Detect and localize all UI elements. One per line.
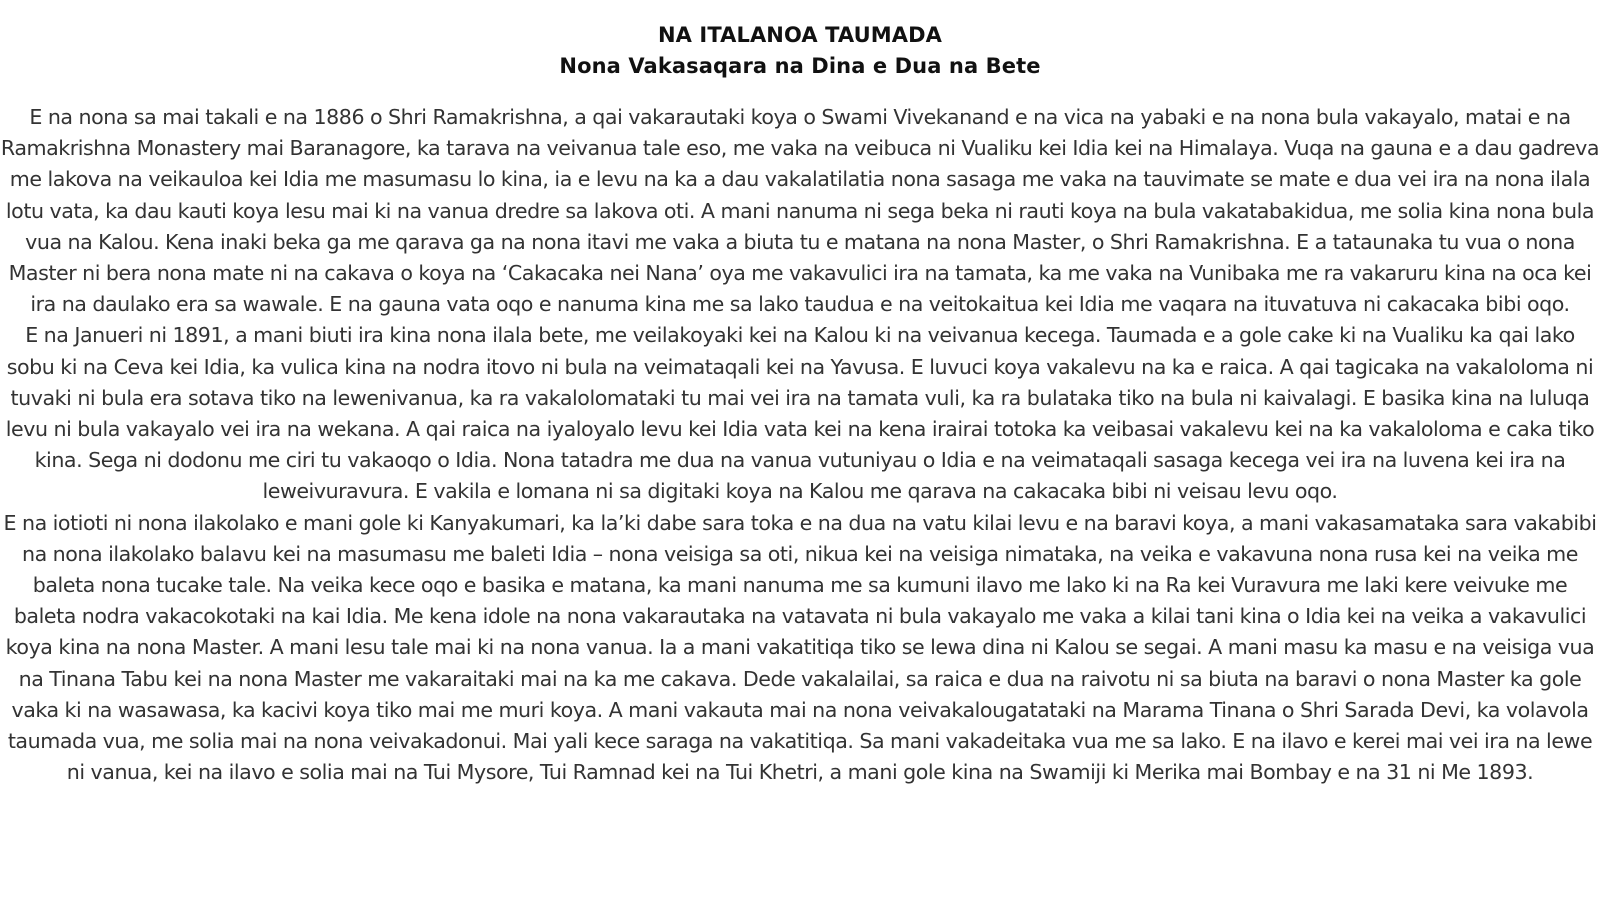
paragraph-2: E na Janueri ni 1891, a mani biuti ira kina nona ilala bete, me veilakoyaki kei na Kalou ki na veivanua kecega. Taumada e a gole cake ki na Vualiku ka qai lako sobu ki na Ceva kei Idia, ka vulica kina na nodra itovo ni bula na veimataqali kei na Yavusa. E luvuci koya vakalevu na ka e raica. A qai tagicaka na vakaloloma ni tuvaki ni bula era sotava tiko na lewenivanua, ka ra vakalolomataki tu mai vei ira na tamata vuli, ka ra bulataka tiko na bula ni kaivalagi. E basika kina na luluqa levu ni bula vakayalo vei ira na wekana. A qai raica na iyaloyalo levu kei Idia vata kei na kena irairai totoka ka veibasai vakalevu kei na ka vakaloloma e caka tiko kina. Sega ni dodonu me ciri tu vakaoqo o Idia. Nona tatadra me dua na vanua vutuniyau o Idia e na veimataqali sasaga kecega vei ira na luvena kei ira na leweivuravura. E vakila e lomana ni sa digitaki koya na Kalou me qarava na cakacaka bibi ni veisau levu oqo.: [5, 323, 1595, 504]
document-subtitle: Nona Vakasaqara na Dina e Dua na Bete: [559, 54, 1041, 78]
document-title: NA ITALANOA TAUMADA: [657, 23, 943, 47]
document-header: [0, 20, 1600, 82]
paragraph-1: E na nona sa mai takali e na 1886 o Shri Ramakrishna, a qai vakarautaki koya o Swami Vivekanand e na vica na yabaki e na nona bula vakayalo, matai e na Ramakrishna Monastery mai Baranagore, ka tarava na veivanua tale eso, me vaka na veibuca ni Vualiku kei Idia kei na Himalaya. Vuqa na gauna e a dau gadreva me lakova na veikauloa kei Idia me masumasu lo kina, ia e levu na ka a dau vakalatilatia nona sasaga me vaka na tauvimate se mate e dua vei ira na nona ilala lotu vata, ka dau kauti koya lesu mai ki na vanua dredre sa lakova oti. A mani nanuma ni sega beka ni rauti koya na bula vakatabakidua, me solia kina nona bula vua na Kalou. Kena inaki beka ga me qarava ga na nona itavi me vaka a biuta tu e matana na nona Master, o Shri Ramakrishna. E a tataunaka tu vua o nona Master ni bera nona mate ni na cakava o koya na ‘Cakacaka nei Nana’ oya me vakavulici ira na tamata, ka me vaka na Vunibaka me ra vakaruru kina na oca kei ira na daulako era sa wawale. E na gauna vata oqo e nanuma kina me sa lako taudua e na veitokaitua kei Idia me vaqara na ituvatuva ni cakacaka bibi oqo.: [0, 105, 1600, 317]
document-body: [0, 102, 1600, 788]
paragraph-3: E na iotioti ni nona ilakolako e mani gole ki Kanyakumari, ka la’ki dabe sara toka e na dua na vatu kilai levu e na baravi koya, a mani vakasamataka sara vakabibi na nona ilakolako balavu kei na masumasu me baleti Idia – nona veisiga sa oti, nikua kei na veisiga nimataka, na veika e vakavuna nona rusa kei na veika me baleta nona tucake tale. Na veika kece oqo e basika e matana, ka mani nanuma me sa kumuni ilavo me lako ki na Ra kei Vuravura me laki kere veivuke me baleta nodra vakacokotaki na kai Idia. Me kena idole na nona vakarautaka na vatavata ni bula vakayalo me vaka a kilai tani kina o Idia kei na veika a vakavulici koya kina na nona Master. A mani lesu tale mai ki na nona vanua. Ia a mani vakatitiqa tiko se lewa dina ni Kalou se segai. A mani masu ka masu e na veisiga vua na Tinana Tabu kei na nona Master me vakaraitaki mai na ka me cakava. Dede vakalailai, sa raica e dua na raivotu ni sa biuta na baravi o nona Master ka gole vaka ki na wasawasa, ka kacivi koya tiko mai me muri koya. A mani vakauta mai na nona veivakalougatataki na Marama Tinana o Shri Sarada Devi, ka volavola taumada vua, me solia mai na nona veivakadonui. Mai yali kece saraga na vakatitiqa. Sa mani vakadeitaka vua me sa lako. E na ilavo e kerei mai vei ira na lewe ni vanua, kei na ilavo e solia mai na Tui Mysore, Tui Ramnad kei na Tui Khetri, a mani gole kina na Swamiji ki Merika mai Bombay e na 31 ni Me 1893.: [3, 510, 1597, 785]
